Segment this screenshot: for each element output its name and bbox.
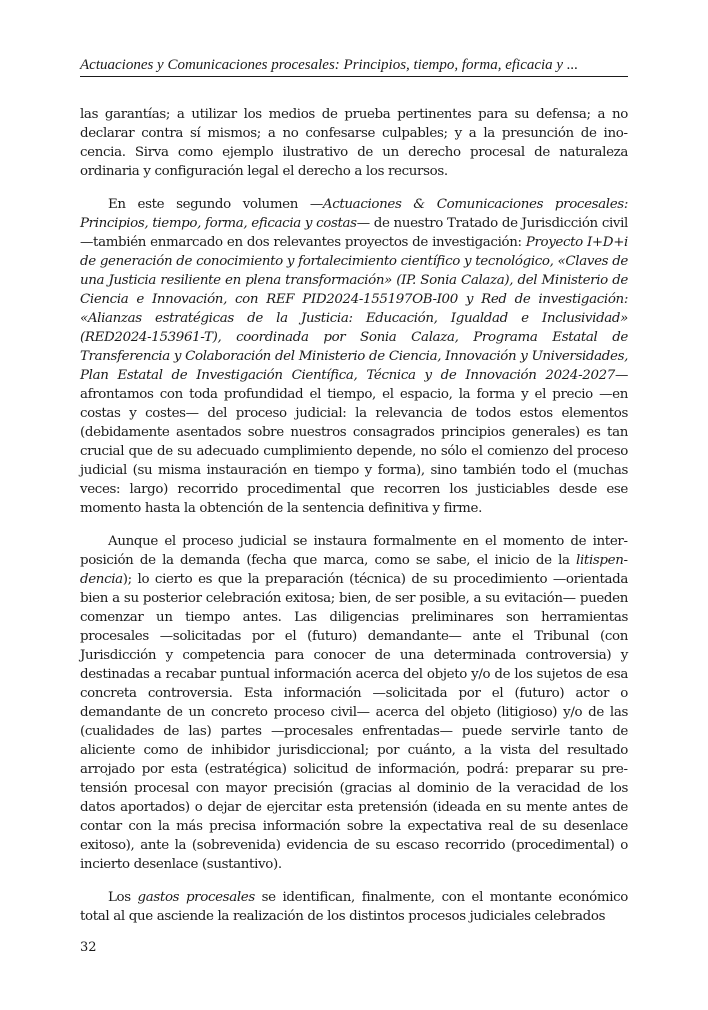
paragraph-3-litispendencia: litispendencia: [80, 553, 628, 587]
paragraph-4-gastos-procesales: gastos procesales: [137, 890, 255, 905]
paragraph-2-seg-3: — de nuestro Tratado de Jurisdicción civil —también enmarcado en dos relevantes proyectos de investigación:: [80, 216, 628, 250]
paragraph-4-seg-1: Los: [108, 890, 138, 905]
paragraph-1: [80, 105, 628, 181]
paragraph-3: [80, 532, 628, 874]
paragraph-3-seg-3: ); lo cierto es que la preparación (técnica) de su procedimiento —orientada bien a su posterior celebración exitosa; bien, de ser posible, a su evitación— pueden comenzar un tiempo antes. Las diligencias preliminares son herramientas procesales —solicitadas por el (futuro) demandante— ante el Tribunal (con Jurisdicción y competencia para conocer de una determinada controversia) y destinadas a recabar puntual información acerca del objeto y/o de los sujetos de esa concreta controversia. Esta información —solicitada por el (futuro) actor o demandante de un concreto proceso civil— acerca del objeto (litigioso) y/o de las (cualidades de las) partes —procesales enfrentadas— puede servirle tanto de aliciente como de inhibidor jurisdiccional; por cuánto, a la vista del resultado arrojado por esta (estratégica) solicitud de información, podrá: preparar su pretensión procesal con mayor precisión (gracias al dominio de la veracidad de los datos aportados) o dejar de ejercitar esta pretensión (ideada en su mente antes de contar con la más precisa información sobre la expectativa real de su desenlace exitoso), ante la (sobrevenida) evidencia de su escaso recorrido (procedimental) o incierto desenlace (sustantivo).: [80, 572, 628, 872]
paragraph-3-seg-1: Aunque el proceso judicial se instaura formalmente en el momento de interposición de la demanda (fecha que marca, como se sabe, el inicio de la: [80, 534, 628, 568]
paragraph-2-seg-1: En este segundo volumen —: [108, 197, 323, 212]
running-header: [80, 56, 628, 77]
paragraph-2-project-info: Proyecto I+D+i de generación de conocimiento y fortalecimiento científico y tecnológico, «Claves de una Justicia resiliente en plena transformación» (IP. Sonia Calaza), del Ministerio de Ciencia e Innovación, con REF PID2024-155197OB-I00 y Red de investigación: «Alianzas estratégicas de la Justicia: Educación, Igualdad e Inclusividad» (RED2024-153961-T), coordinada por Sonia Calaza, Programa Estatal de Transferencia y Colaboración del Ministerio de Ciencia, Innovación y Universidades, Plan Estatal de Investigación Científica, Técnica y de Innovación 2024-2027: [80, 235, 628, 383]
page-number: 32: [80, 940, 97, 955]
paragraph-1-text: las garantías; a utilizar los medios de prueba pertinentes para su defensa; a no declarar contra sí mismos; a no confesarse culpables; y a la presunción de inocencia. Sirva como ejemplo ilustrativo de un derecho procesal de naturaleza ordinaria y configuración legal el derecho a los recursos.: [80, 107, 628, 179]
paragraph-2-book-title: Actuaciones & Comunicaciones procesales: Principios, tiempo, forma, eficacia y costas: [80, 197, 628, 231]
running-title: Actuaciones y Comunicaciones procesales: Principios, tiempo, forma, eficacia y ...: [80, 57, 579, 73]
paragraph-2-seg-5: — afrontamos con toda profundidad el tiempo, el espacio, la forma y el precio —en costas y costes— del proceso judicial: la relevancia de todos estos elementos (debidamente asentados sobre nuestros consagrados principios generales) es tan crucial que de su adecuado cumplimiento depende, no sólo el comienzo del proceso judicial (su misma instauración en tiempo y forma), sino también todo el (muchas veces: largo) recorrido procedimental que recorren los justiciables desde ese momento hasta la obtención de la sentencia definitiva y firme.: [80, 368, 628, 516]
paragraph-4-seg-3: se identifican, finalmente, con el montante económico total al que asciende la realización de los distintos procesos judiciales celebrados: [80, 890, 628, 924]
main-text: [80, 105, 628, 940]
paragraph-4: [80, 888, 628, 926]
paragraph-2: [80, 195, 628, 518]
